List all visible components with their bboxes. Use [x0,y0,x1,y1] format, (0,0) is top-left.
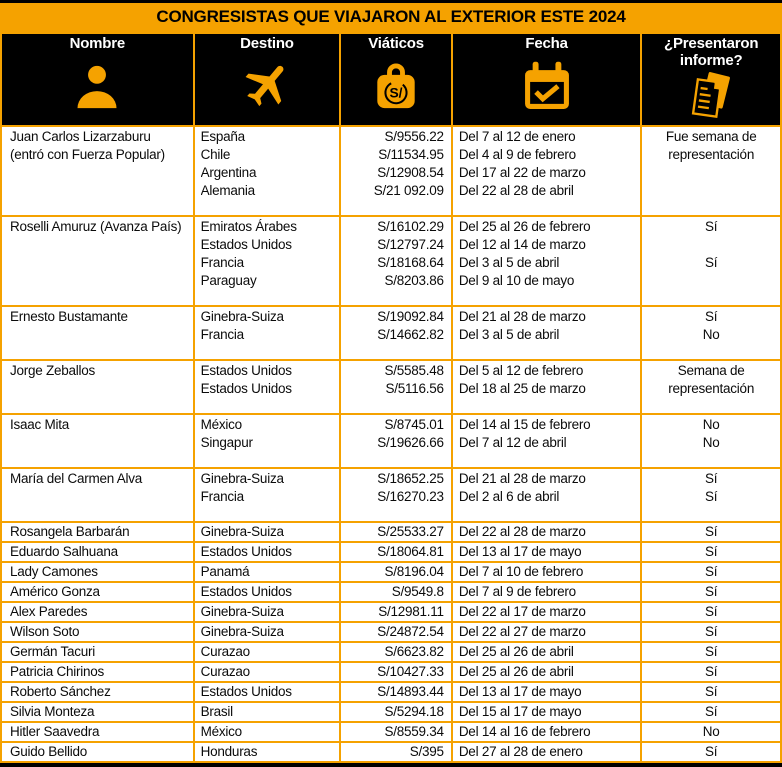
cell-fecha: Del 27 al 28 de enero [452,742,642,762]
congresista-name: Américo Gonza [10,584,100,599]
person-icon [4,52,191,121]
cell-nombre [1,414,194,468]
cell-fecha: Del 15 al 17 de mayo [452,702,642,722]
page-title: CONGRESISTAS QUE VIAJARON AL EXTERIOR ESTE 2024 [0,3,782,32]
cell-fecha: Del 22 al 27 de marzo [452,622,642,642]
cell-nombre [1,582,194,602]
table-row [1,742,781,762]
table-header-row [1,33,781,126]
congresista-name: Eduardo Salhuana [10,544,118,559]
column-header-informe [641,33,781,126]
congresista-name: Rosangela Barbarán [10,524,130,539]
cell-fecha: Del 13 al 17 de mayo [452,682,642,702]
congresista-name: Isaac Mita [10,417,70,432]
cell-fecha: Del 25 al 26 de abril [452,662,642,682]
cell-destino: Ginebra-Suiza Francia [194,468,341,522]
congresista-name: Roberto Sánchez [10,684,111,699]
table-row [1,216,781,306]
cell-nombre [1,622,194,642]
congresista-name: Roselli Amuruz (Avanza País) [10,219,182,234]
cell-nombre [1,542,194,562]
table-row [1,306,781,360]
cell-viaticos: S/5585.48 S/5116.56 [340,360,452,414]
svg-text:S/: S/ [389,84,403,101]
congresista-name: Silvia Monteza [10,704,95,719]
cell-viaticos: S/6623.82 [340,642,452,662]
table-row [1,682,781,702]
cell-fecha: Del 13 al 17 de mayo [452,542,642,562]
report-document-icon [644,69,778,121]
cell-informe: Sí [641,682,781,702]
cell-fecha: Del 7 al 12 de enero Del 4 al 9 de febrero Del 17 al 22 de marzo Del 22 al 28 de abril [452,126,642,216]
cell-nombre [1,216,194,306]
cell-destino: Emiratos Árabes Estados Unidos Francia Paraguay [194,216,341,306]
cell-fecha: Del 25 al 26 de abril [452,642,642,662]
table-row [1,642,781,662]
table-row [1,662,781,682]
cell-informe: Sí [641,742,781,762]
cell-destino: Estados Unidos [194,582,341,602]
cell-fecha: Del 21 al 28 de marzo Del 3 al 5 de abril [452,306,642,360]
cell-viaticos: S/9556.22 S/11534.95 S/12908.54 S/21 092.09 [340,126,452,216]
cell-viaticos: S/19092.84 S/14662.82 [340,306,452,360]
table-row [1,602,781,622]
congresistas-table [0,32,782,763]
cell-nombre [1,722,194,742]
cell-nombre [1,742,194,762]
cell-fecha: Del 21 al 28 de marzo Del 2 al 6 de abril [452,468,642,522]
congresista-name: Jorge Zeballos [10,363,96,378]
cell-informe: Sí [641,562,781,582]
cell-nombre [1,468,194,522]
table-row [1,360,781,414]
column-header-fecha [452,33,642,126]
cell-fecha: Del 22 al 17 de marzo [452,602,642,622]
cell-destino: Ginebra-Suiza Francia [194,306,341,360]
cell-informe: Sí [641,542,781,562]
cell-destino: Ginebra-Suiza [194,602,341,622]
congresista-name: Alex Paredes [10,604,88,619]
cell-destino: Curazao [194,642,341,662]
cell-viaticos: S/8559.34 [340,722,452,742]
column-label: Nombre [69,35,126,52]
cell-nombre [1,702,194,722]
cell-destino: España Chile Argentina Alemania [194,126,341,216]
table-row [1,722,781,742]
cell-informe: No [641,722,781,742]
cell-destino: Ginebra-Suiza [194,622,341,642]
cell-destino: Estados Unidos Estados Unidos [194,360,341,414]
cell-nombre [1,306,194,360]
congresista-name: Germán Tacuri [10,644,96,659]
table-row [1,702,781,722]
money-bag-icon [343,52,449,121]
congresista-name: Ernesto Bustamante [10,309,128,324]
cell-informe: Sí [641,582,781,602]
cell-nombre [1,662,194,682]
cell-informe: Sí [641,602,781,622]
cell-viaticos: S/16102.29 S/12797.24 S/18168.64 S/8203.86 [340,216,452,306]
cell-nombre [1,522,194,542]
cell-destino: Panamá [194,562,341,582]
cell-informe: Sí Sí [641,468,781,522]
cell-nombre [1,126,194,216]
column-header-destino [194,33,341,126]
cell-viaticos: S/25533.27 [340,522,452,542]
cell-viaticos: S/10427.33 [340,662,452,682]
cell-fecha: Del 7 al 10 de febrero [452,562,642,582]
cell-fecha: Del 5 al 12 de febrero Del 18 al 25 de marzo [452,360,642,414]
cell-fecha: Del 14 al 15 de febrero Del 7 al 12 de abril [452,414,642,468]
cell-viaticos: S/18652.25 S/16270.23 [340,468,452,522]
column-header-nombre [1,33,194,126]
column-label: ¿Presentaron informe? [664,35,759,69]
congresista-name: Wilson Soto [10,624,80,639]
cell-fecha: Del 25 al 26 de febrero Del 12 al 14 de marzo Del 3 al 5 de abril Del 9 al 10 de mayo [452,216,642,306]
cell-viaticos: S/24872.54 [340,622,452,642]
cell-fecha: Del 22 al 28 de marzo [452,522,642,542]
table-row [1,468,781,522]
cell-destino: Ginebra-Suiza [194,522,341,542]
cell-nombre [1,360,194,414]
cell-informe: Semana de representación [641,360,781,414]
cell-destino: Brasil [194,702,341,722]
cell-viaticos: S/5294.18 [340,702,452,722]
cell-destino: México [194,722,341,742]
cell-nombre [1,642,194,662]
table-row [1,126,781,216]
cell-nombre [1,682,194,702]
table-row [1,562,781,582]
column-header-viaticos [340,33,452,126]
plane-icon [197,52,338,121]
column-label: Fecha [525,35,568,52]
congresista-name: Hitler Saavedra [10,724,100,739]
table-row [1,582,781,602]
cell-destino: Estados Unidos [194,542,341,562]
column-label: Destino [240,35,294,52]
cell-informe: Sí [641,622,781,642]
table-row [1,542,781,562]
congresista-name: Juan Carlos Lizarzaburu (entró con Fuerza Popular) [10,129,165,162]
congresista-name: Patricia Chirinos [10,664,105,679]
cell-informe: No No [641,414,781,468]
cell-destino: Honduras [194,742,341,762]
table-row [1,414,781,468]
cell-viaticos: S/8745.01 S/19626.66 [340,414,452,468]
congresista-name: Guido Bellido [10,744,88,759]
cell-informe: Sí Sí [641,216,781,306]
table-body [1,126,781,762]
cell-informe: Fue semana de representación [641,126,781,216]
cell-destino: México Singapur [194,414,341,468]
cell-informe: Sí [641,702,781,722]
cell-informe: Sí [641,662,781,682]
congresista-name: Lady Camones [10,564,98,579]
cell-fecha: Del 7 al 9 de febrero [452,582,642,602]
table-row [1,622,781,642]
cell-viaticos: S/18064.81 [340,542,452,562]
column-label: Viáticos [368,35,424,52]
cell-nombre [1,602,194,622]
cell-viaticos: S/9549.8 [340,582,452,602]
cell-informe: Sí No [641,306,781,360]
cell-nombre [1,562,194,582]
cell-informe: Sí [641,522,781,542]
cell-viaticos: S/12981.11 [340,602,452,622]
cell-destino: Curazao [194,662,341,682]
table-row [1,522,781,542]
cell-viaticos: S/8196.04 [340,562,452,582]
cell-viaticos: S/14893.44 [340,682,452,702]
calendar-check-icon [455,52,639,121]
congresista-name: María del Carmen Alva [10,471,143,486]
cell-informe: Sí [641,642,781,662]
cell-fecha: Del 14 al 16 de febrero [452,722,642,742]
cell-destino: Estados Unidos [194,682,341,702]
cell-viaticos: S/395 [340,742,452,762]
